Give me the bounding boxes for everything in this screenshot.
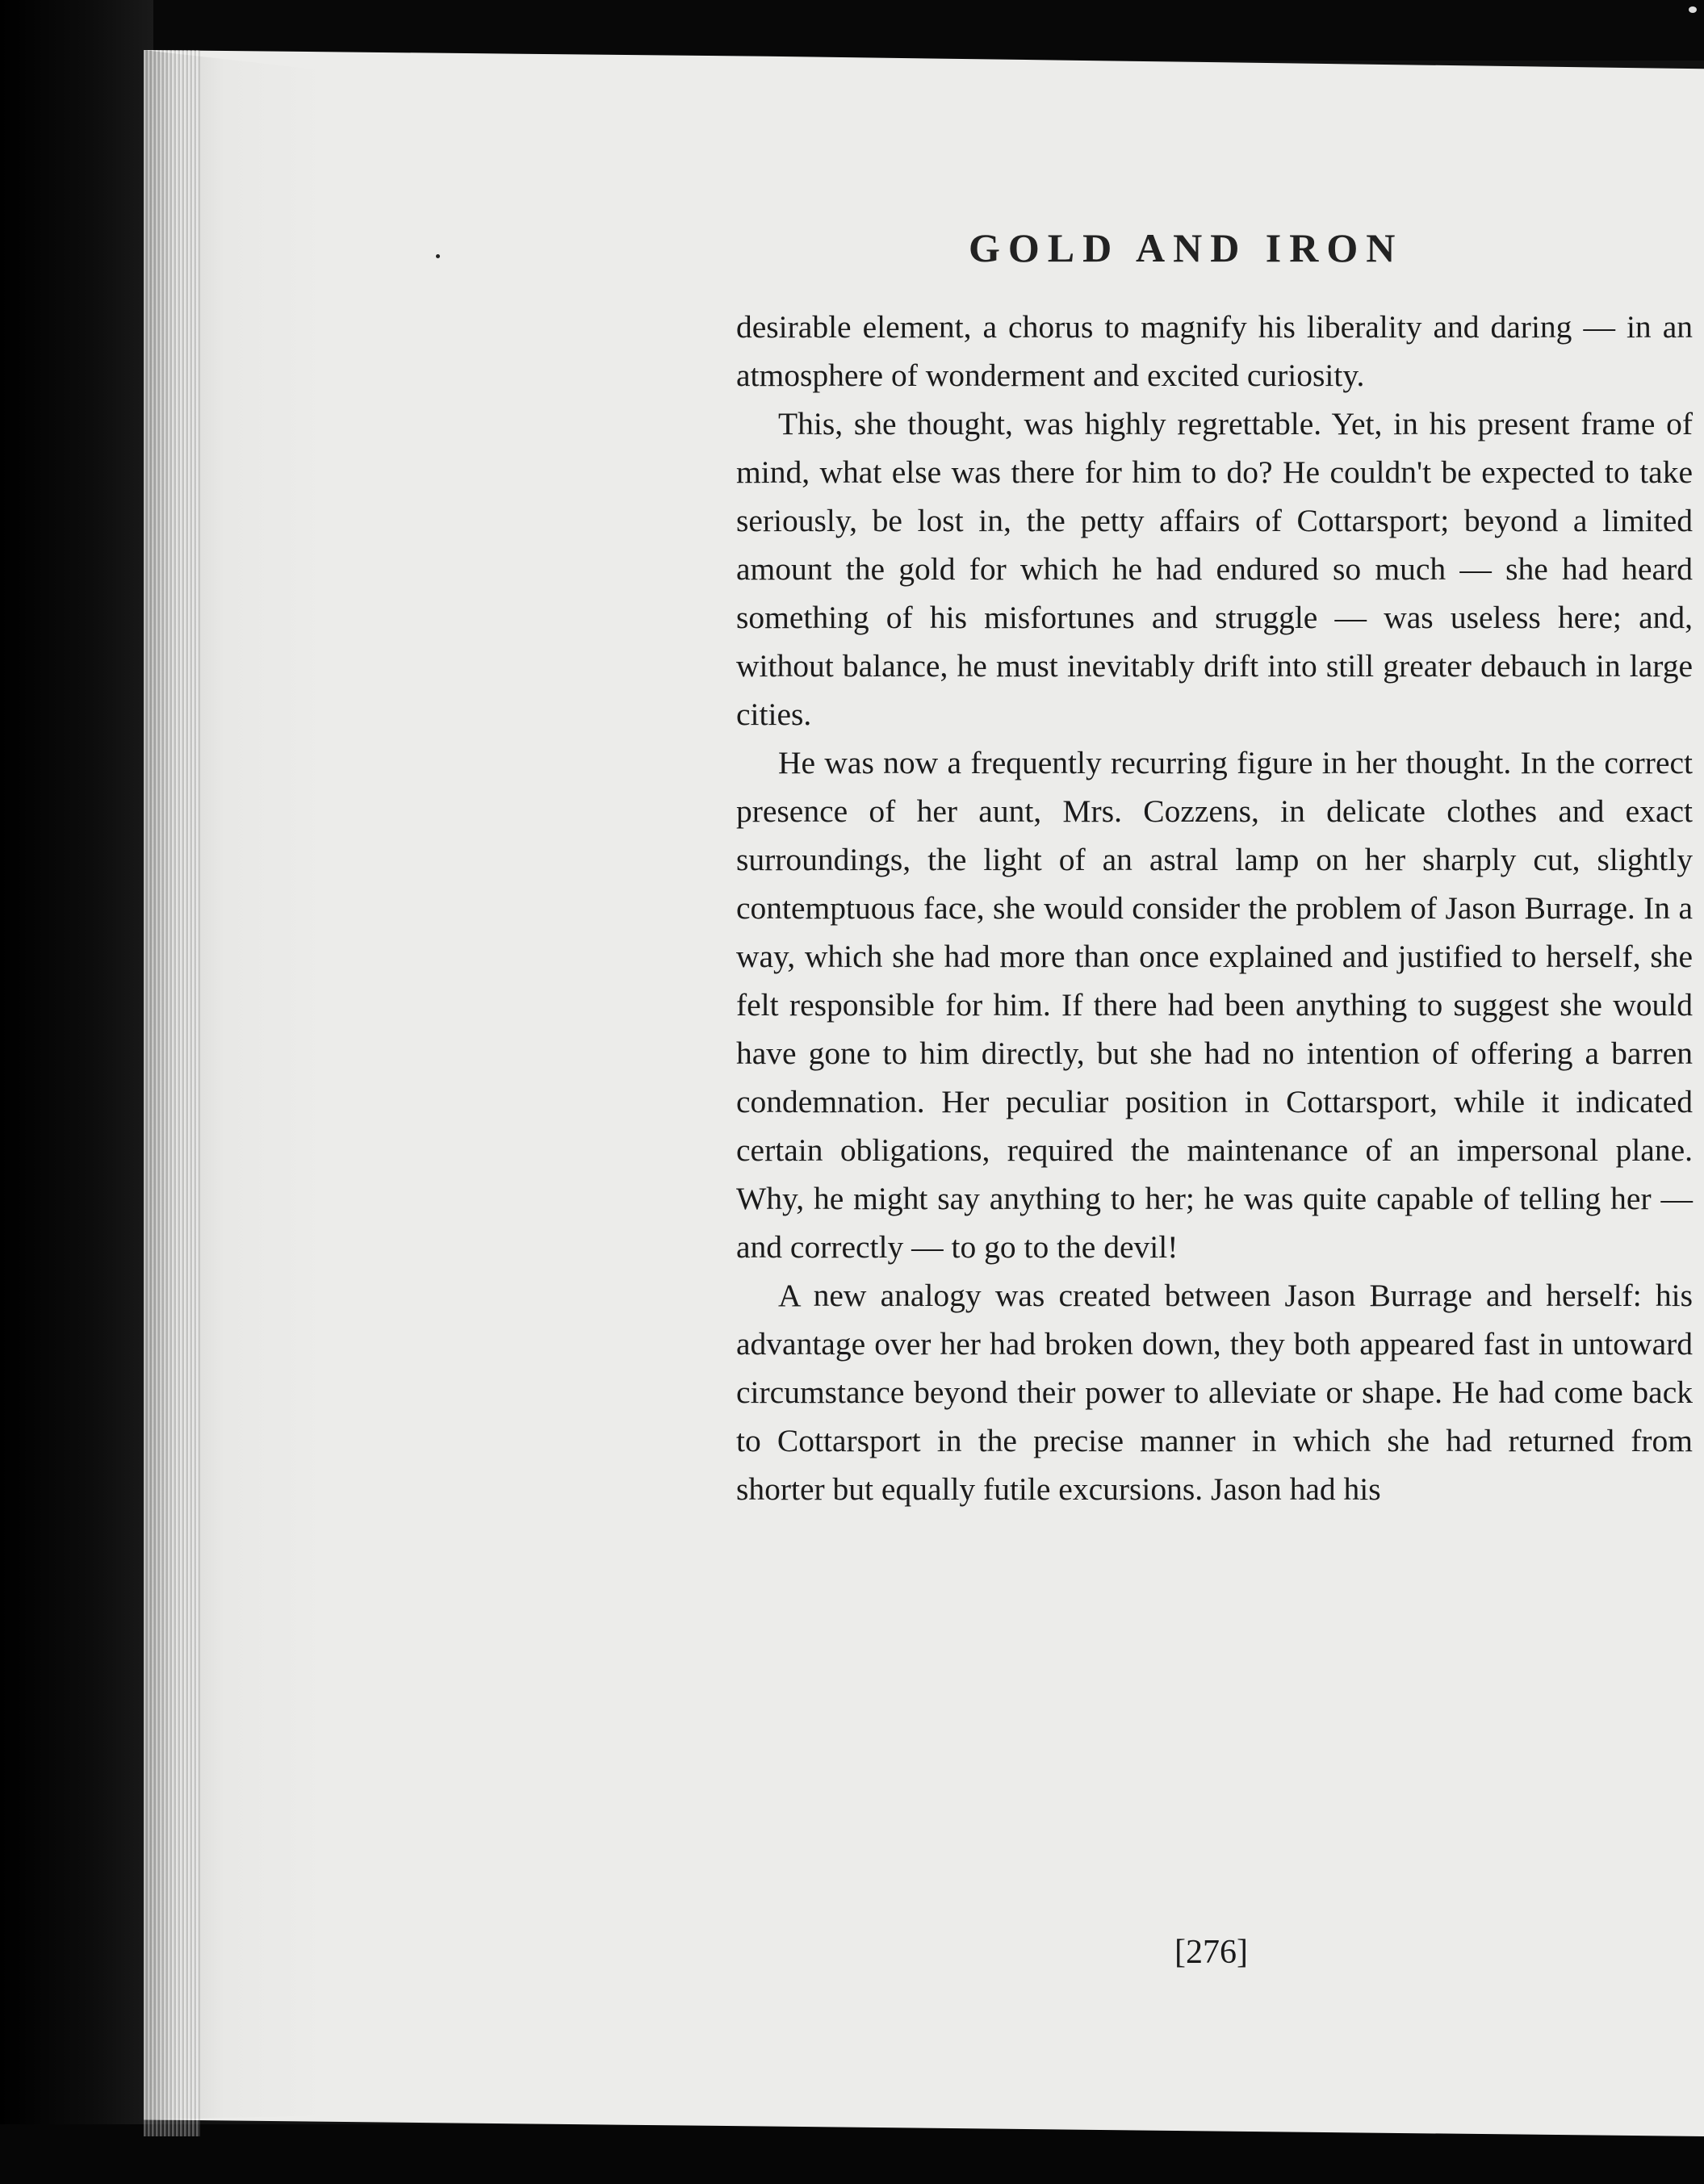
page-edge-stripes bbox=[144, 50, 200, 2136]
body-text bbox=[736, 303, 1693, 1513]
scan-speck bbox=[436, 254, 440, 258]
scan-speck bbox=[1689, 6, 1697, 13]
scan-background-left bbox=[0, 0, 153, 2184]
paragraph: desirable element, a chorus to magnify his liberality and daring — in an atmosphere of wonderment and excited curiosity. bbox=[736, 309, 1693, 393]
page-number: [276] bbox=[1174, 1934, 1248, 1971]
running-head: GOLD AND IRON bbox=[969, 225, 1404, 270]
paragraph: This, she thought, was highly regrettable. Yet, in his present frame of mind, what else was there for him to do? He couldn't be expected to take seriously, be lost in, the petty affairs of Cottarsport; beyond a limited amount the gold for which he had endured so much — she had heard something of his misfortunes and struggle — was useless here; and, without balance, he must inevitably drift into still greater debauch in large cities. bbox=[736, 406, 1693, 732]
paragraph: A new analogy was created between Jason Burrage and herself: his advantage over her had broken down, they both appeared fast in untoward circumstance beyond their power to alleviate or shape. He had come back to Cottarsport in the precise manner in which she had returned from shorter but equally futile excursions. Jason had his bbox=[736, 1278, 1693, 1507]
paragraph: He was now a frequently recurring figure in her thought. In the correct presence of her aunt, Mrs. Cozzens, in delicate clothes and exact surroundings, the light of an astral lamp on her sharply cut, slightly contemptuous face, she would consider the problem of Jason Burrage. In a way, which she had more than once explained and justified to herself, she felt responsible for him. If there had been anything to suggest she would have gone to him directly, but she had no intention of offering a barren condemnation. Her peculiar position in Cottarsport, while it indicated certain obligations, required the maintenance of an impersonal plane. Why, he might say anything to her; he was quite capable of telling her — and correctly — to go to the devil! bbox=[736, 745, 1693, 1265]
